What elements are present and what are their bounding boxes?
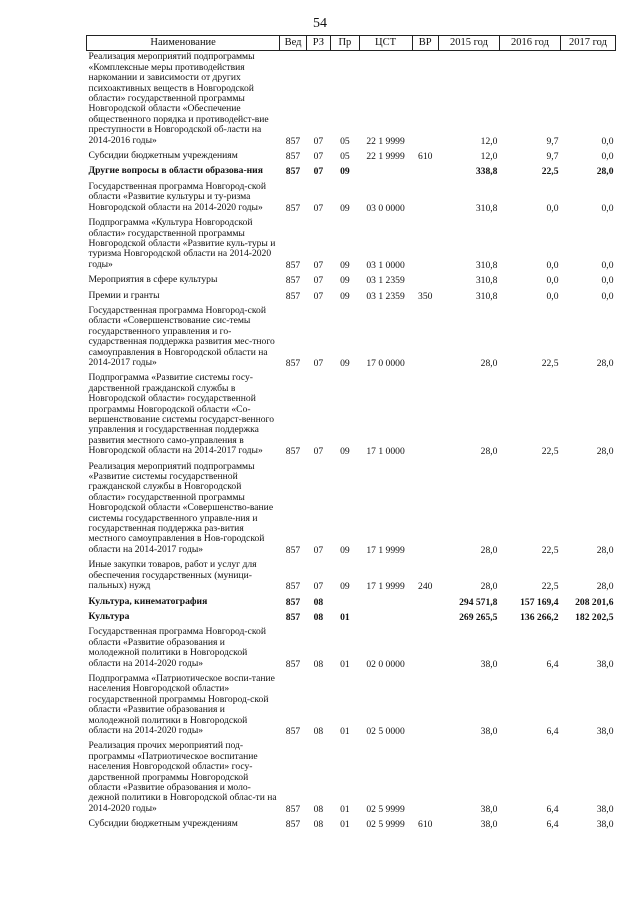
- cell-2016: 22,5: [541, 581, 559, 593]
- cell-2017: 0,0: [601, 290, 614, 302]
- col-header-2016: 2016 год: [499, 36, 560, 51]
- col-header-2015: 2015 год: [438, 36, 499, 51]
- table-row: [87, 458, 616, 557]
- cell-pr: 09: [340, 581, 350, 593]
- cell-ved: 857: [285, 357, 301, 369]
- cell-rz: 08: [313, 725, 324, 737]
- cell-2017: 0,0: [601, 259, 614, 271]
- cell-name: Культура: [88, 610, 130, 622]
- cell-2015: 338,8: [475, 166, 498, 178]
- cell-pr: 09: [340, 259, 350, 271]
- cell-name: Подпрограмма «Культура Новгородской области» государственной программы Новгородской области «Развитие куль-туры и туризма Новгородской области на 2014-2020 годы»: [88, 217, 276, 270]
- cell-rz: 07: [313, 446, 324, 458]
- cell-ved: 857: [285, 275, 301, 287]
- table-row: [87, 369, 616, 457]
- cell-cst: 17 1 9999: [366, 544, 405, 556]
- cell-rz: 07: [313, 259, 324, 271]
- cell-name: Другие вопросы в области образова-ния: [88, 165, 263, 177]
- cell-2017: 0,0: [601, 151, 614, 163]
- cell-2015: 269 265,5: [459, 611, 498, 623]
- cell-2016: 6,4: [546, 725, 559, 737]
- cell-2015: 294 571,8: [459, 596, 498, 608]
- cell-rz: 07: [313, 581, 324, 593]
- cell-pr: 01: [340, 803, 350, 815]
- cell-pr: 09: [340, 202, 350, 214]
- cell-pr: [331, 593, 359, 608]
- cell-2015: 28,0: [480, 357, 498, 369]
- cell-vr: 350: [418, 290, 433, 302]
- cell-cst: 02 0 0000: [366, 658, 405, 670]
- cell-2017: 182 202,5: [575, 611, 614, 623]
- cell-name: Субсидии бюджетным учреждениям: [88, 818, 238, 830]
- cell-pr: 01: [340, 611, 350, 623]
- cell-cst: 02 5 0000: [366, 725, 405, 737]
- cell-2016: 0,0: [546, 275, 559, 287]
- page-number: 54: [313, 16, 327, 31]
- cell-vr: 610: [418, 819, 433, 831]
- cell-ved: 857: [285, 819, 301, 831]
- cell-cst: [359, 162, 412, 177]
- cell-cst: [359, 593, 412, 608]
- col-header-pr: Пр: [331, 36, 359, 51]
- cell-2017: 38,0: [596, 819, 614, 831]
- table-row: [87, 162, 616, 177]
- cell-name: Премии и гранты: [88, 289, 160, 301]
- cell-cst: 03 1 0000: [366, 259, 405, 271]
- cell-ved: 857: [285, 151, 301, 163]
- table-row: [87, 51, 616, 147]
- cell-2017: 38,0: [596, 803, 614, 815]
- table-row: [87, 147, 616, 162]
- table-row: [87, 623, 616, 670]
- cell-name: Реализация мероприятий подпрограммы «Развитие системы государственной гражданской службы в Новгородской области» государственной программы Новгородской области «Совершенство-вание системы государственного управле-ния и государственная поддержка раз-вития местного самоуправления в Нов-городской области на 2014-2017 годы»: [88, 460, 274, 555]
- table-header-row: [87, 36, 616, 51]
- cell-2016: 9,7: [546, 151, 559, 163]
- cell-pr: 09: [340, 166, 350, 178]
- cell-2015: 12,0: [480, 151, 498, 163]
- cell-cst: 02 5 9999: [366, 803, 405, 815]
- cell-vr: [412, 593, 438, 608]
- cell-cst: 17 1 0000: [366, 446, 405, 458]
- cell-name: Мероприятия в сфере культуры: [88, 274, 218, 286]
- cell-rz: 07: [313, 290, 324, 302]
- cell-name: Иные закупки товаров, работ и услуг для обеспечения государственных (муници-пальных) нужд: [88, 559, 257, 592]
- cell-ved: 857: [285, 202, 301, 214]
- cell-2016: 0,0: [546, 202, 559, 214]
- cell-rz: 08: [313, 819, 324, 831]
- cell-2015: 28,0: [480, 544, 498, 556]
- table-row: [87, 302, 616, 369]
- cell-rz: 07: [313, 357, 324, 369]
- cell-2015: 12,0: [480, 135, 498, 147]
- cell-ved: 857: [285, 725, 301, 737]
- cell-ved: 857: [285, 544, 301, 556]
- cell-name: Государственная программа Новгород-ской области «Развитие культуры и ту-ризма Новгородской области на 2014-2020 годы»: [88, 180, 266, 213]
- cell-ved: 857: [285, 166, 301, 178]
- cell-name: Субсидии бюджетным учреждениям: [88, 150, 238, 162]
- cell-2016: 6,4: [546, 819, 559, 831]
- cell-vr: [412, 271, 438, 286]
- cell-pr: 05: [340, 151, 350, 163]
- table-row: [87, 608, 616, 623]
- cell-2017: 208 201,6: [575, 596, 614, 608]
- table-row: [87, 271, 616, 286]
- cell-rz: 07: [313, 166, 324, 178]
- cell-vr: [412, 608, 438, 623]
- cell-2015: 38,0: [480, 819, 498, 831]
- cell-name: Реализация прочих мероприятий под-программы «Патриотическое воспитание населения Новгородской области» госу-дарственной программы Новгородской области «Развитие образования и моло-дежной политики в Новгородской облас-ти на 2014-2020 годы»: [88, 740, 277, 814]
- cell-pr: 01: [340, 658, 350, 670]
- cell-rz: 08: [313, 611, 324, 623]
- cell-pr: 09: [340, 275, 350, 287]
- cell-2017: 28,0: [596, 581, 614, 593]
- cell-ved: 857: [285, 135, 301, 147]
- cell-ved: 857: [285, 259, 301, 271]
- cell-vr: [412, 178, 438, 214]
- cell-vr: 240: [418, 581, 433, 593]
- cell-ved: 857: [285, 611, 301, 623]
- cell-name: Подпрограмма «Патриотическое воспи-тание населения Новгородской области» государственной программы Новгород-ской области «Развитие образования и молодежной политики в Новгородской области на 2014-2020 годы»: [88, 672, 275, 736]
- cell-pr: 09: [340, 446, 350, 458]
- cell-ved: 857: [285, 596, 301, 608]
- cell-vr: [412, 369, 438, 457]
- cell-rz: 07: [313, 275, 324, 287]
- cell-2015: 38,0: [480, 658, 498, 670]
- cell-2016: 6,4: [546, 803, 559, 815]
- cell-cst: 17 1 9999: [366, 581, 405, 593]
- col-header-cst: ЦСТ: [359, 36, 412, 51]
- cell-pr: 09: [340, 290, 350, 302]
- cell-pr: 05: [340, 135, 350, 147]
- cell-2016: 22,5: [541, 446, 559, 458]
- table-row: [87, 214, 616, 271]
- cell-2017: 28,0: [596, 446, 614, 458]
- cell-name: Культура, кинематография: [88, 595, 208, 607]
- col-header-ved: Вед: [280, 36, 306, 51]
- col-header-2017: 2017 год: [561, 36, 616, 51]
- cell-2015: 310,8: [475, 290, 498, 302]
- budget-table: [86, 35, 616, 831]
- cell-rz: 07: [313, 135, 324, 147]
- cell-2016: 9,7: [546, 135, 559, 147]
- cell-rz: 07: [313, 544, 324, 556]
- cell-2015: 28,0: [480, 446, 498, 458]
- col-header-name: Наименование: [87, 36, 280, 51]
- cell-2017: 38,0: [596, 658, 614, 670]
- cell-vr: [412, 737, 438, 815]
- cell-2017: 28,0: [596, 357, 614, 369]
- cell-ved: 857: [285, 803, 301, 815]
- col-header-vr: ВР: [412, 36, 438, 51]
- cell-vr: [412, 302, 438, 369]
- cell-2015: 310,8: [475, 202, 498, 214]
- cell-2017: 0,0: [601, 202, 614, 214]
- cell-vr: [412, 623, 438, 670]
- table-row: [87, 737, 616, 815]
- cell-2016: 136 266,2: [520, 611, 559, 623]
- cell-rz: 08: [313, 658, 324, 670]
- cell-name: Государственная программа Новгород-ской области «Развитие образования и молодежной политики в Новгородской области на 2014-2020 годы»: [88, 626, 266, 669]
- cell-vr: [412, 162, 438, 177]
- cell-pr: 01: [340, 819, 350, 831]
- cell-2017: 0,0: [601, 135, 614, 147]
- cell-cst: 02 5 9999: [366, 819, 405, 831]
- cell-name: Реализация мероприятий подпрограммы «Комплексные меры противодействия наркомании и зависимости от других психоактивных веществ в Новгородской области» государственной программы Новгородской области «Обеспечение общественного порядка и противодейст-вие преступности в Новгородской об-ласти на 2014-2016 годы»: [88, 51, 269, 146]
- cell-vr: [412, 51, 438, 147]
- cell-2016: 0,0: [546, 259, 559, 271]
- cell-ved: 857: [285, 446, 301, 458]
- cell-rz: 08: [313, 596, 324, 608]
- table-row: [87, 287, 616, 302]
- cell-2017: 28,0: [596, 166, 614, 178]
- col-header-rz: РЗ: [306, 36, 330, 51]
- cell-2016: 157 169,4: [520, 596, 559, 608]
- cell-cst: 03 0 0000: [366, 202, 405, 214]
- cell-pr: 01: [340, 725, 350, 737]
- cell-2017: 28,0: [596, 544, 614, 556]
- cell-2016: 6,4: [546, 658, 559, 670]
- cell-vr: [412, 670, 438, 737]
- cell-2016: 0,0: [546, 290, 559, 302]
- cell-cst: [359, 608, 412, 623]
- table-row: [87, 670, 616, 737]
- cell-vr: [412, 458, 438, 557]
- cell-2016: 22,5: [541, 544, 559, 556]
- cell-pr: 09: [340, 544, 350, 556]
- cell-2015: 310,8: [475, 275, 498, 287]
- cell-ved: 857: [285, 290, 301, 302]
- cell-cst: 03 1 2359: [366, 275, 405, 287]
- cell-2016: 22,5: [541, 357, 559, 369]
- cell-ved: 857: [285, 658, 301, 670]
- cell-cst: 22 1 9999: [366, 135, 405, 147]
- cell-rz: 07: [313, 202, 324, 214]
- cell-pr: 09: [340, 357, 350, 369]
- cell-name: Государственная программа Новгород-ской области «Совершенствование сис-темы государственного управления и го-сударственная поддержка развития мес-тного самоуправления в Новгородской области на 2014-2017 годы»: [88, 304, 275, 368]
- cell-vr: 610: [418, 151, 433, 163]
- cell-vr: [412, 214, 438, 271]
- table-row: [87, 556, 616, 592]
- cell-2015: 28,0: [480, 581, 498, 593]
- table-row: [87, 815, 616, 830]
- cell-2015: 38,0: [480, 725, 498, 737]
- cell-2017: 0,0: [601, 275, 614, 287]
- cell-name: Подпрограмма «Развитие системы госу-дарственной гражданской службы в Новгородской области» государственной программы Новгородской области «Со-вершенствование системы государст-венного управления и государственная поддержка развития местного само-управления в Новгородской области на 2014-2017 годы»: [88, 372, 275, 457]
- cell-2015: 38,0: [480, 803, 498, 815]
- cell-cst: 03 1 2359: [366, 290, 405, 302]
- table-row: [87, 178, 616, 214]
- cell-rz: 07: [313, 151, 324, 163]
- cell-cst: 17 0 0000: [366, 357, 405, 369]
- cell-cst: 22 1 9999: [366, 151, 405, 163]
- cell-rz: 08: [313, 803, 324, 815]
- cell-2015: 310,8: [475, 259, 498, 271]
- table-row: [87, 593, 616, 608]
- cell-ved: 857: [285, 581, 301, 593]
- cell-2017: 38,0: [596, 725, 614, 737]
- cell-2016: 22,5: [541, 166, 559, 178]
